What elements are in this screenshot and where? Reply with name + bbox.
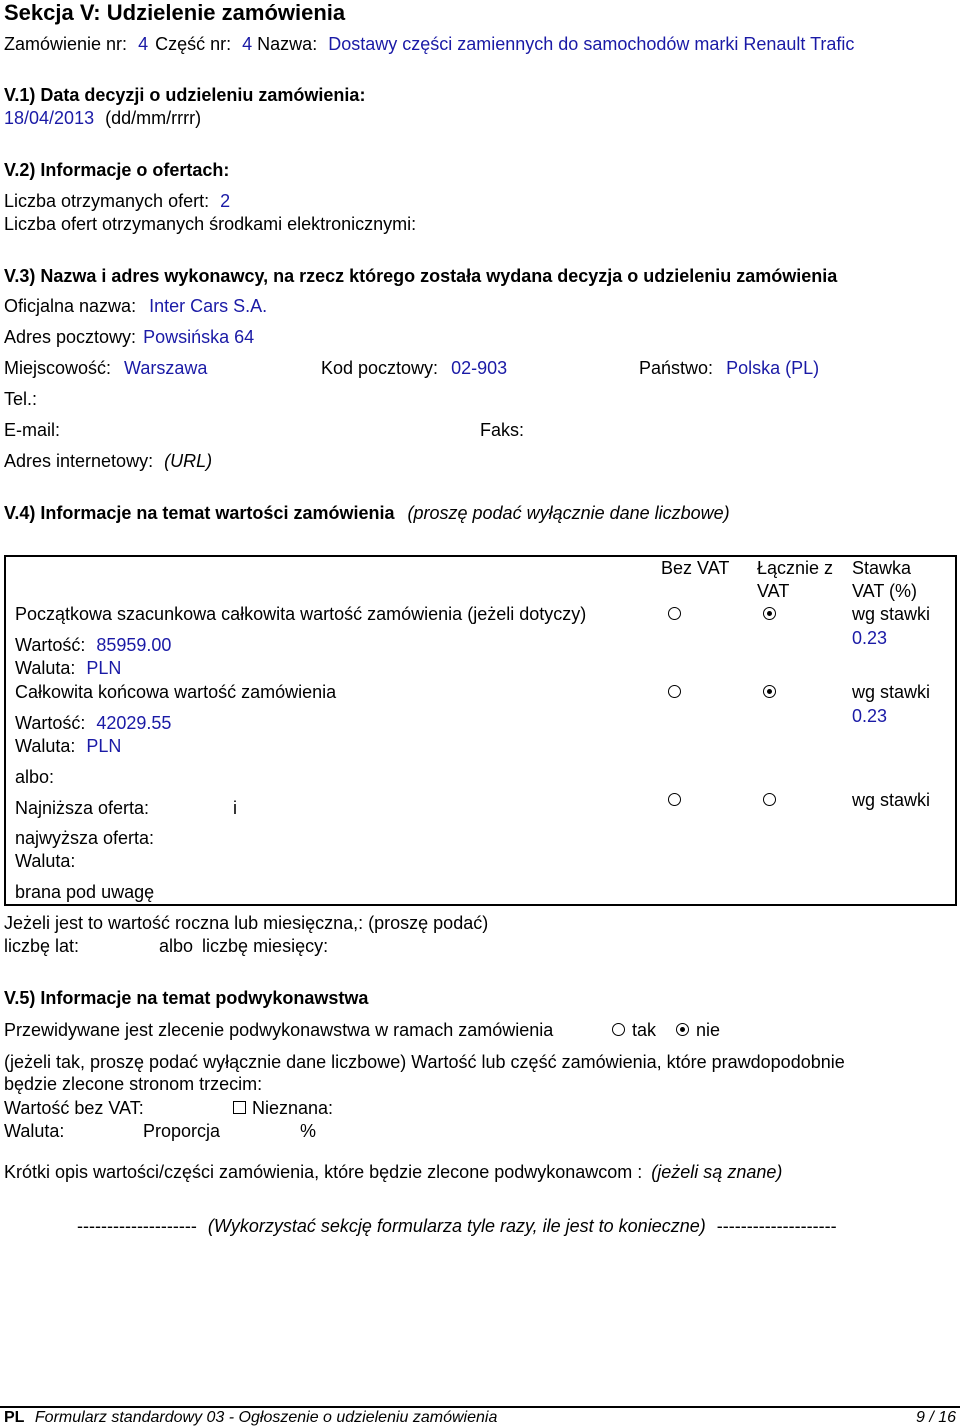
- row2-currency: PLN: [86, 736, 122, 756]
- order-name-label: Nazwa:: [257, 34, 318, 54]
- country-label: Państwo:: [639, 358, 714, 378]
- subcontract-desc-line: [4, 1162, 782, 1184]
- order-name-value: Dostawy części zamiennych do samochodów marki Renault Trafic: [328, 34, 855, 54]
- col-header-bez-vat: Bez VAT: [661, 558, 730, 578]
- offers-received-value: 2: [220, 191, 231, 211]
- row2-label: Całkowita końcowa wartość zamówienia: [15, 682, 337, 702]
- and-label: i: [233, 798, 237, 818]
- offers-received-line: [4, 191, 230, 213]
- electronic-offers-label: Liczba ofert otrzymanych środkami elektronicznymi:: [4, 214, 417, 234]
- percent-label: %: [300, 1121, 317, 1141]
- row1-label: Początkowa szacunkowa całkowita wartość zamówienia (jeżeli dotyczy): [15, 604, 587, 624]
- row1-rate-value: 0.23: [852, 628, 888, 648]
- unknown-checkbox: [233, 1101, 246, 1114]
- postal-code-label: Kod pocztowy:: [321, 358, 439, 378]
- repeat-dashes-right: --------------------: [716, 1216, 837, 1236]
- postal-address-line: [4, 327, 254, 349]
- v4-hint: (proszę podać wyłącznie dane liczbowe): [407, 503, 730, 523]
- subcontract-no-label: nie: [696, 1020, 721, 1040]
- postal-code-value: 02-903: [451, 358, 508, 378]
- repeat-note-text: (Wykorzystać sekcję formularza tyle razy, ile jest to konieczne): [207, 1216, 706, 1236]
- official-name-label: Oficjalna nazwa:: [4, 296, 137, 316]
- order-number-value: 4: [138, 34, 149, 54]
- considered-label: brana pod uwagę: [15, 882, 155, 902]
- fax-label: Faks:: [480, 420, 525, 440]
- subcontract-question: Przewidywane jest zlecenie podwykonawstwa w ramach zamówienia: [4, 1020, 554, 1040]
- official-name-line: [4, 296, 267, 318]
- part-number-label: Część nr:: [155, 34, 232, 54]
- country-line: [639, 358, 819, 380]
- postal-address-label: Adres pocztowy:: [4, 327, 137, 347]
- row2-value: 42029.55: [96, 713, 172, 733]
- city-label: Miejscowość:: [4, 358, 112, 378]
- decision-date: 18/04/2013: [4, 108, 95, 128]
- or-label: albo: [159, 936, 194, 956]
- row2-rate-value: 0.23: [852, 706, 888, 726]
- highest-offer-label: najwyższa oferta:: [15, 828, 155, 848]
- subcontract-note-line2: będzie zlecone stronom trzecim:: [4, 1074, 263, 1094]
- email-label: E-mail:: [4, 420, 61, 440]
- subcontract-desc-label: Krótki opis wartości/części zamówienia, które będzie zlecone podwykonawcom :: [4, 1162, 643, 1182]
- months-label: liczbę miesięcy:: [202, 936, 329, 956]
- row2-value-label: Wartość:: [15, 713, 86, 733]
- months-line: [159, 936, 328, 958]
- country-value: Polska (PL): [726, 358, 820, 378]
- col-header-lacznie-line2: VAT: [757, 581, 790, 601]
- postal-code-line: [321, 358, 507, 380]
- row1-currency: PLN: [86, 658, 122, 678]
- unknown-label: Nieznana:: [252, 1098, 334, 1118]
- v4-heading-line: [4, 503, 730, 525]
- row2-rate-label: wg stawki: [852, 682, 931, 702]
- row1-bez-vat-radio: [668, 607, 681, 620]
- v5-heading: V.5) Informacje na temat podwykonawstwa: [4, 988, 369, 1008]
- repeat-note-line: [77, 1216, 837, 1238]
- order-line: [4, 34, 854, 56]
- row2-value-line: [15, 713, 171, 735]
- row1-value-line: [15, 635, 171, 657]
- row1-currency-line: [15, 658, 121, 680]
- v4-heading: V.4) Informacje na temat wartości zamówienia: [4, 503, 395, 523]
- proportion-label: Proporcja: [143, 1121, 221, 1141]
- row1-rate-label: wg stawki: [852, 604, 931, 624]
- years-label: liczbę lat:: [4, 936, 80, 956]
- tel-label: Tel.:: [4, 389, 38, 409]
- lowest-offer-label: Najniższa oferta:: [15, 798, 150, 818]
- subcontract-yes-label: tak: [632, 1020, 657, 1040]
- subcontract-note-line1: (jeżeli tak, proszę podać wyłącznie dane liczbowe) Wartość lub część zamówienia, które prawdopodobnie: [4, 1052, 845, 1072]
- subcontract-currency-label: Waluta:: [4, 1121, 65, 1141]
- row3-currency-label: Waluta:: [15, 851, 76, 871]
- website-hint: (URL): [164, 451, 213, 471]
- city-value: Warszawa: [124, 358, 208, 378]
- order-number-label: Zamówienie nr:: [4, 34, 128, 54]
- subcontract-no-radio: [676, 1023, 689, 1036]
- row2-lacznie-radio: [763, 685, 776, 698]
- website-label: Adres internetowy:: [4, 451, 154, 471]
- subcontract-desc-hint: (jeżeli są znane): [651, 1162, 783, 1182]
- subcontract-yes-radio: [612, 1023, 625, 1036]
- city-line: [4, 358, 207, 380]
- repeat-dashes-left: --------------------: [77, 1216, 197, 1236]
- row3-bez-vat-radio: [668, 793, 681, 806]
- row1-value-label: Wartość:: [15, 635, 86, 655]
- footer-left: [4, 1408, 497, 1427]
- postal-address-value: Powsińska 64: [143, 327, 255, 347]
- col-header-lacznie-line1: Łącznie z: [757, 558, 834, 578]
- subcontract-value-label: Wartość bez VAT:: [4, 1098, 144, 1118]
- v3-heading: V.3) Nazwa i adres wykonawcy, na rzecz którego została wydana decyzja o udzieleniu zamówienia: [4, 266, 838, 286]
- website-line: [4, 451, 212, 473]
- v1-heading: V.1) Data decyzji o udzieleniu zamówienia:: [4, 85, 366, 105]
- offers-received-label: Liczba otrzymanych ofert:: [4, 191, 210, 211]
- footer-form-name: Formularz standardowy 03 - Ogłoszenie o udzieleniu zamówienia: [34, 1409, 498, 1426]
- part-number-value: 4: [242, 34, 253, 54]
- row2-currency-line: [15, 736, 121, 758]
- row2-bez-vat-radio: [668, 685, 681, 698]
- row1-currency-label: Waluta:: [15, 658, 76, 678]
- v2-heading: V.2) Informacje o ofertach:: [4, 160, 230, 180]
- decision-date-line: [4, 108, 201, 130]
- row1-value: 85959.00: [96, 635, 172, 655]
- col-header-stawka-line1: Stawka: [852, 558, 912, 578]
- section-title: Sekcja V: Udzielenie zamówienia: [4, 0, 346, 25]
- row3-rate-label: wg stawki: [852, 790, 931, 810]
- date-format-hint: (dd/mm/rrrr): [105, 108, 202, 128]
- footer-lang: PL: [4, 1409, 25, 1426]
- row3-lacznie-radio: [763, 793, 776, 806]
- footer-page-number: 9 / 16: [915, 1409, 956, 1426]
- col-header-stawka-line2: VAT (%): [852, 581, 918, 601]
- albo-label: albo:: [15, 767, 55, 787]
- row2-currency-label: Waluta:: [15, 736, 76, 756]
- official-name-value: Inter Cars S.A.: [149, 296, 268, 316]
- row1-lacznie-radio: [763, 607, 776, 620]
- annual-note: Jeżeli jest to wartość roczna lub miesięczna,: (proszę podać): [4, 913, 489, 933]
